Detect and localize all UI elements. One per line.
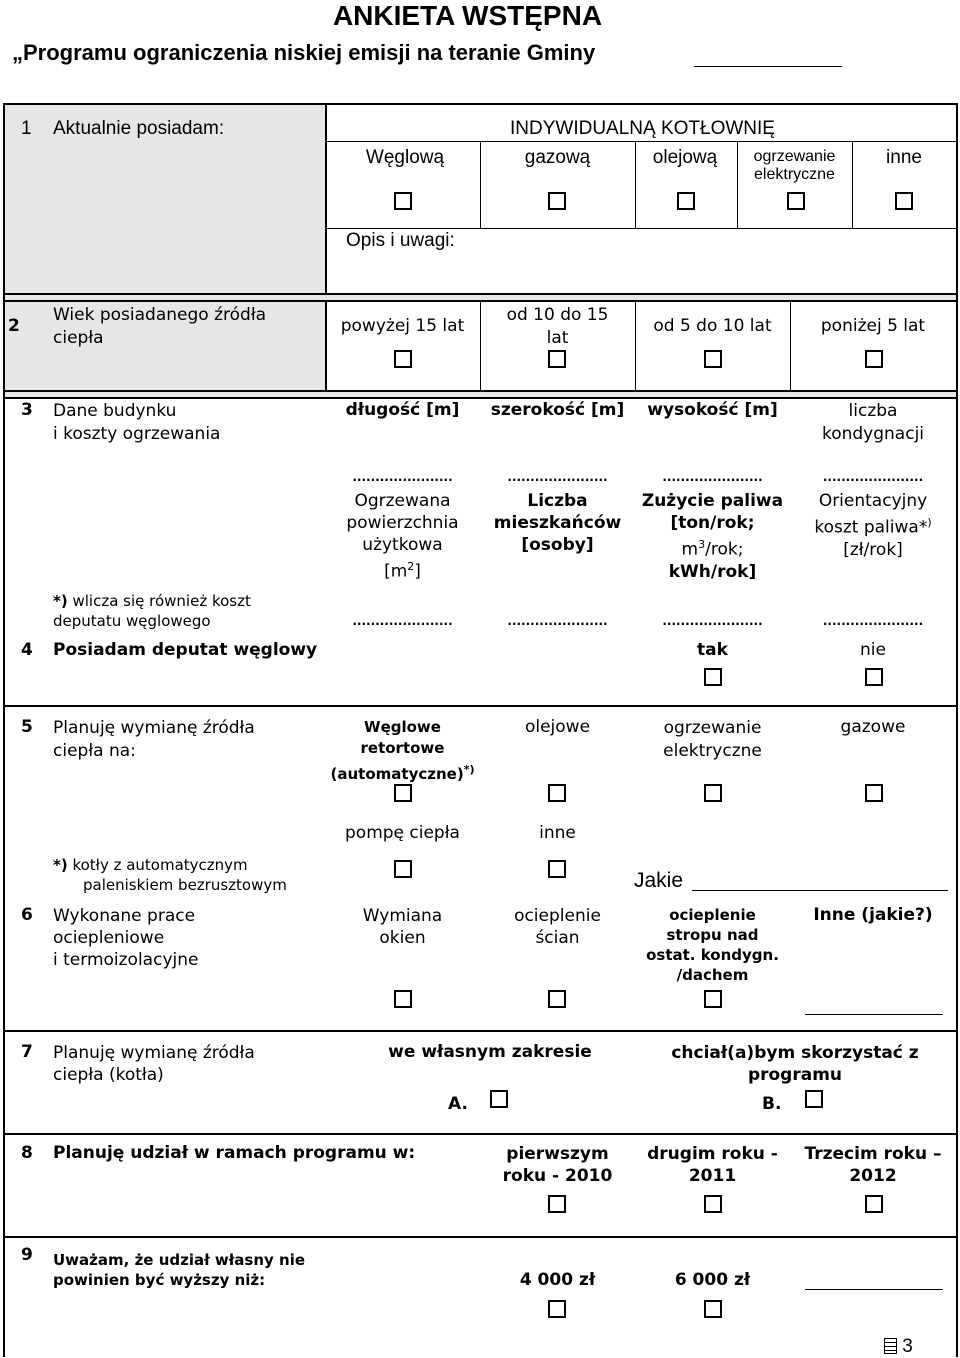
s5-opt-coal-line3-sup: *) bbox=[463, 763, 475, 776]
s2-over15-checkbox[interactable] bbox=[394, 350, 412, 368]
s5-other-checkbox[interactable] bbox=[548, 860, 566, 878]
s1-header: INDYWIDUALNĄ KOTŁOWNIĘ bbox=[510, 118, 775, 139]
s3-height-header: wysokość [m] bbox=[647, 400, 778, 420]
s6-opt-windows-line2: okien bbox=[379, 928, 426, 948]
s8-opt-2010 bbox=[480, 1143, 635, 1187]
s7-opt-program bbox=[640, 1042, 950, 1086]
s7-opt-own: we własnym zakresie bbox=[388, 1042, 592, 1062]
s1-label: Aktualnie posiadam: bbox=[53, 118, 225, 139]
s1-other-checkbox[interactable] bbox=[895, 192, 913, 210]
s2-col-div-1 bbox=[480, 301, 481, 390]
s3-footnote-star: *) bbox=[53, 592, 68, 610]
form-title: ANKIETA WSTĘPNA bbox=[332, 0, 603, 31]
s5-coal-checkbox[interactable] bbox=[394, 784, 412, 802]
s5-opt-coal-retort bbox=[325, 717, 480, 785]
border-s5-top bbox=[3, 705, 958, 707]
page-number-area bbox=[884, 1336, 913, 1358]
s3-fuel-cost-field[interactable]: ...................... bbox=[822, 614, 924, 628]
s5-opt-gas: gazowe bbox=[840, 717, 906, 737]
s1-opt-electric-line1: ogrzewanie bbox=[753, 148, 836, 165]
s3-fuel-use-line4: kWh/rok] bbox=[668, 561, 757, 582]
s3-residents-line1: Liczba bbox=[527, 491, 588, 511]
s3-fuel-use-line3-a: m bbox=[681, 539, 699, 560]
border-left bbox=[3, 103, 5, 1357]
s3-length-header: długość [m] bbox=[345, 400, 460, 420]
municipality-blank-line[interactable] bbox=[694, 66, 842, 67]
s2-opt-10to15-line2: lat bbox=[546, 328, 569, 348]
s2-opt-under5: poniżej 5 lat bbox=[820, 316, 926, 336]
border-right bbox=[956, 103, 958, 1357]
s6-opt-walls-line2: ścian bbox=[535, 928, 580, 948]
s6-number: 6 bbox=[21, 905, 33, 925]
s7-opt-own-letter: A. bbox=[448, 1094, 468, 1114]
s5-opt-coal-line1: Węglowe bbox=[364, 718, 441, 736]
s4-yes-label: tak bbox=[697, 640, 728, 660]
s3-fuel-cost-line3: [zł/rok] bbox=[843, 539, 903, 560]
s3-residents-field[interactable]: ...................... bbox=[507, 614, 608, 628]
s7-label-line2: ciepła (kotła) bbox=[53, 1065, 164, 1085]
s7-opt-program-line1: chciał(a)bym skorzystać z bbox=[671, 1043, 919, 1063]
s6-opt-windows bbox=[325, 905, 480, 949]
s8-opt-2011-line1: drugim roku - bbox=[647, 1144, 778, 1164]
s1-divider bbox=[325, 104, 327, 294]
s2-opt-over15: powyżej 15 lat bbox=[340, 316, 465, 336]
s3-floors-field[interactable]: ...................... bbox=[822, 470, 924, 484]
s8-opt-2010-line2: roku - 2010 bbox=[502, 1166, 613, 1186]
s5-label bbox=[53, 717, 255, 763]
s3-heated-area-line1: Ogrzewana bbox=[354, 491, 451, 511]
s3-residents-header bbox=[480, 490, 635, 556]
s4-label: Posiadam deputat węglowy bbox=[53, 640, 318, 660]
s3-label-line1: Dane budynku bbox=[53, 401, 177, 421]
s7-own-checkbox[interactable] bbox=[490, 1090, 508, 1108]
border-s7-top bbox=[3, 1030, 958, 1032]
s5-label-line1: Planuję wymianę źródła bbox=[53, 718, 255, 738]
s2-col-div-3 bbox=[790, 301, 791, 390]
s9-label-line1: Uważam, że udział własny nie bbox=[53, 1251, 306, 1269]
s3-floors-line2: kondygnacji bbox=[821, 424, 925, 444]
s2-opt-5to10: od 5 do 10 lat bbox=[653, 316, 772, 336]
border-s1-bottom bbox=[3, 293, 958, 295]
border-s8-top bbox=[3, 1133, 958, 1135]
s2-under5-checkbox[interactable] bbox=[865, 350, 883, 368]
border-s9-top bbox=[3, 1236, 958, 1238]
s1-opt-oil: olejową bbox=[652, 147, 718, 168]
s6-windows-checkbox[interactable] bbox=[394, 990, 412, 1008]
s5-which-line[interactable] bbox=[692, 890, 948, 891]
s5-footnote-star: *) bbox=[53, 856, 68, 874]
s3-footnote-line1: wlicza się również koszt bbox=[67, 592, 251, 610]
s5-which-label: Jakie bbox=[634, 869, 684, 892]
s8-opt-2012 bbox=[790, 1143, 956, 1187]
s5-footnote-line1: kotły z automatycznym bbox=[67, 856, 248, 874]
s6-opt-roof-line4: /dachem bbox=[676, 966, 749, 984]
s2-5to10-checkbox[interactable] bbox=[704, 350, 722, 368]
s3-length-field[interactable]: ...................... bbox=[352, 470, 453, 484]
s6-roof-checkbox[interactable] bbox=[704, 990, 722, 1008]
s3-fuel-use-line1: Zużycie paliwa bbox=[641, 491, 784, 511]
s3-floors-header bbox=[790, 400, 956, 446]
s6-opt-roof-line1: ocieplenie bbox=[669, 906, 756, 924]
s3-residents-line2: mieszkańców bbox=[493, 513, 622, 533]
s9-other-line[interactable] bbox=[805, 1289, 943, 1290]
s4-no-label: nie bbox=[860, 640, 886, 660]
s5-opt-coal-line3 bbox=[325, 759, 480, 785]
s5-oil-checkbox[interactable] bbox=[548, 784, 566, 802]
s3-heated-area-unit-b: ] bbox=[414, 561, 421, 582]
s3-fuel-use-line3-sup: 3 bbox=[698, 538, 706, 551]
s2-divider bbox=[325, 300, 327, 390]
s6-opt-walls bbox=[480, 905, 635, 949]
s8-opt-2011-line2: 2011 bbox=[688, 1166, 737, 1186]
s6-walls-checkbox[interactable] bbox=[548, 990, 566, 1008]
s3-heated-area-field[interactable]: ...................... bbox=[352, 614, 453, 628]
s3-label bbox=[53, 400, 220, 446]
s3-number: 3 bbox=[21, 400, 33, 420]
s3-width-field[interactable]: ...................... bbox=[507, 470, 608, 484]
page-icon bbox=[884, 1338, 897, 1354]
s5-opt-electric bbox=[635, 717, 790, 763]
s3-fuel-cost-line2 bbox=[790, 512, 956, 539]
s5-opt-electric-line1: ogrzewanie bbox=[663, 718, 762, 738]
s3-fuel-use-header bbox=[635, 490, 790, 583]
s9-label bbox=[53, 1250, 305, 1290]
s3-heated-area-line3: użytkowa bbox=[362, 535, 443, 555]
s8-opt-2012-line1: Trzecim roku – bbox=[804, 1144, 942, 1164]
s7-opt-program-line2: programu bbox=[747, 1065, 843, 1085]
s5-number: 5 bbox=[21, 717, 33, 737]
s5-opt-coal-line2: retortowe bbox=[360, 739, 445, 757]
s1-oil-checkbox[interactable] bbox=[677, 192, 695, 210]
s5-footnote bbox=[53, 855, 287, 895]
s2-opt-10to15-line1: od 10 do 15 bbox=[506, 305, 609, 325]
s5-opt-electric-line2: elektryczne bbox=[663, 741, 762, 761]
s3-fuel-use-line2: [ton/rok; bbox=[670, 513, 755, 533]
s6-label-line1: Wykonane prace bbox=[53, 906, 196, 926]
s6-opt-windows-line1: Wymiana bbox=[362, 906, 443, 926]
s6-opt-walls-line1: ocieplenie bbox=[514, 906, 601, 926]
border-s2-bottom bbox=[3, 390, 958, 392]
s3-heated-area-line2: powierzchnia bbox=[346, 513, 459, 533]
s9-opt-6000: 6 000 zł bbox=[674, 1270, 751, 1290]
s2-10to15-checkbox[interactable] bbox=[548, 350, 566, 368]
s1-opt-coal: Węglową bbox=[365, 147, 445, 168]
s1-header-line bbox=[326, 141, 957, 142]
s3-label-line2: i koszty ogrzewania bbox=[53, 424, 221, 444]
s8-number: 8 bbox=[21, 1143, 33, 1163]
s9-number: 9 bbox=[21, 1245, 33, 1265]
s6-opt-roof-line2: stropu nad bbox=[666, 926, 759, 944]
s2-number: 2 bbox=[8, 316, 20, 336]
s3-width-header: szerokość [m] bbox=[490, 400, 625, 420]
s7-opt-program-letter: B. bbox=[762, 1094, 782, 1114]
s1-opt-electric-line2: elektryczne bbox=[754, 166, 835, 183]
s3-fuel-use-line3-b: /rok; bbox=[705, 539, 744, 560]
s1-opt-electric bbox=[737, 148, 852, 184]
s7-label bbox=[53, 1042, 255, 1086]
s8-opt-2011 bbox=[635, 1143, 790, 1187]
s1-col-div-4 bbox=[852, 142, 853, 228]
form-subtitle: „Programu ograniczenia niskiej emisji na teranie Gminy bbox=[12, 40, 596, 65]
s3-fuel-cost-line2-sup: ) bbox=[927, 516, 932, 529]
s8-opt-2012-line2: 2012 bbox=[849, 1166, 897, 1186]
s3-fuel-use-line3 bbox=[635, 534, 790, 561]
s5-opt-coal-line3-a: (automatyczne) bbox=[330, 765, 464, 783]
s5-heat-pump-checkbox[interactable] bbox=[394, 860, 412, 878]
s3-footnote bbox=[53, 591, 251, 631]
s5-footnote-line2: paleniskiem bezrusztowym bbox=[83, 876, 287, 894]
s3-heated-area-unit bbox=[325, 556, 480, 583]
s8-2012-checkbox[interactable] bbox=[865, 1195, 883, 1213]
s4-yes-checkbox[interactable] bbox=[704, 668, 722, 686]
s7-program-checkbox[interactable] bbox=[805, 1090, 823, 1108]
s8-2010-checkbox[interactable] bbox=[548, 1195, 566, 1213]
s3-residents-line3: [osoby] bbox=[521, 535, 594, 555]
s3-heated-area-header bbox=[325, 490, 480, 583]
s6-opt-roof bbox=[635, 905, 790, 985]
s3-fuel-cost-line1: Orientacyjny bbox=[818, 491, 928, 511]
s1-col-div-2 bbox=[635, 142, 636, 228]
s1-notes-label: Opis i uwagi: bbox=[346, 230, 455, 251]
s3-fuel-cost-header bbox=[790, 490, 956, 561]
s3-floors-line1: liczba bbox=[848, 401, 898, 421]
s3-fuel-use-field[interactable]: ...................... bbox=[662, 614, 763, 628]
page-number: 3 bbox=[902, 1336, 913, 1357]
s5-opt-oil: olejowe bbox=[524, 717, 591, 737]
s2-label bbox=[53, 304, 266, 350]
s6-opt-roof-line3: ostat. kondygn. bbox=[646, 946, 779, 964]
s9-6000-checkbox[interactable] bbox=[704, 1300, 722, 1318]
s3-heated-area-unit-a: [m bbox=[384, 561, 408, 582]
s7-label-line1: Planuję wymianę źródła bbox=[53, 1043, 255, 1063]
s6-label-line3: i termoizolacyjne bbox=[53, 950, 199, 970]
s4-number: 4 bbox=[21, 640, 33, 660]
border-top bbox=[3, 103, 958, 105]
s5-opt-other: inne bbox=[539, 823, 576, 843]
s1-number: 1 bbox=[21, 118, 32, 139]
s9-4000-checkbox[interactable] bbox=[548, 1300, 566, 1318]
s1-options-bottom-line bbox=[326, 228, 957, 229]
s8-label: Planuję udział w ramach programu w: bbox=[53, 1143, 416, 1163]
s1-col-div-1 bbox=[480, 142, 481, 228]
s5-label-line2: ciepła na: bbox=[53, 741, 136, 761]
s8-opt-2010-line1: pierwszym bbox=[506, 1144, 609, 1164]
s5-electric-checkbox[interactable] bbox=[704, 784, 722, 802]
s1-opt-gas: gazową bbox=[524, 147, 591, 168]
s1-gas-checkbox[interactable] bbox=[548, 192, 566, 210]
s7-number: 7 bbox=[21, 1042, 33, 1062]
s2-label-line2: ciepła bbox=[53, 328, 104, 348]
s1-electric-checkbox[interactable] bbox=[787, 192, 805, 210]
border-s3-top bbox=[3, 397, 958, 399]
s1-coal-checkbox[interactable] bbox=[394, 192, 412, 210]
s2-opt-10to15 bbox=[480, 304, 635, 350]
s5-gas-checkbox[interactable] bbox=[865, 784, 883, 802]
s3-footnote-line2: deputatu węglowego bbox=[53, 612, 211, 630]
s5-opt-heat-pump: pompę ciepła bbox=[345, 823, 460, 843]
s6-label bbox=[53, 905, 198, 971]
s1-opt-other: inne bbox=[886, 147, 922, 168]
s3-fuel-cost-line2-a: koszt paliwa* bbox=[814, 517, 928, 538]
s8-2011-checkbox[interactable] bbox=[704, 1195, 722, 1213]
s3-heated-area-unit-sup: 2 bbox=[407, 560, 415, 573]
s2-col-div-2 bbox=[635, 301, 636, 390]
s4-no-checkbox[interactable] bbox=[865, 668, 883, 686]
s3-height-field[interactable]: ...................... bbox=[662, 470, 763, 484]
s6-opt-other: Inne (jakie?) bbox=[813, 905, 933, 925]
s9-opt-4000: 4 000 zł bbox=[519, 1270, 596, 1290]
s2-label-line1: Wiek posiadanego źródła bbox=[53, 305, 267, 325]
s1-col-div-3 bbox=[737, 142, 738, 228]
s6-label-line2: ociepleniowe bbox=[53, 928, 165, 948]
s9-label-line2: powinien być wyższy niż: bbox=[53, 1271, 266, 1289]
s6-other-line[interactable] bbox=[805, 1014, 943, 1015]
